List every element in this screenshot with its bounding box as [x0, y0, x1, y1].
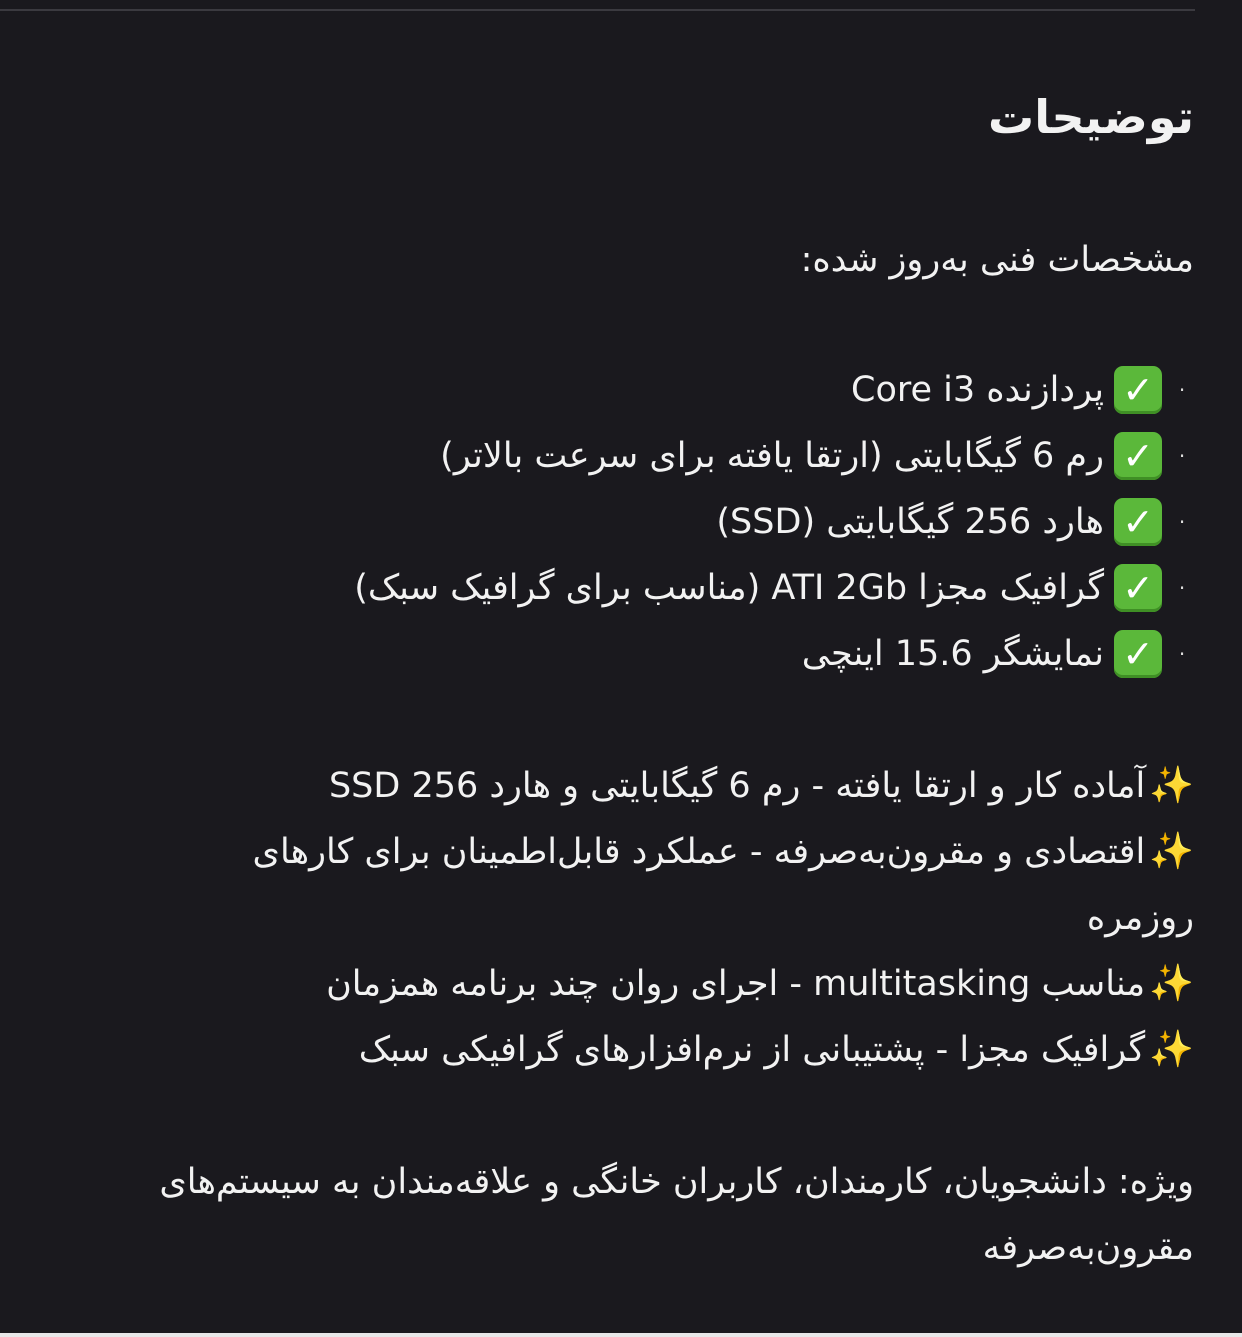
- feature-line: [148, 1017, 1194, 1083]
- spec-text: پردازنده Core i3: [851, 370, 1104, 410]
- target-audience-note: ویژه: دانشجویان، کارمندان، کاربران خانگی و علاقه‌مندان به سیستم‌های مقرون‌به‌صرفه: [159, 1162, 1194, 1268]
- list-item: [148, 555, 1194, 621]
- list-item: [148, 357, 1194, 423]
- feature-line: [148, 753, 1194, 819]
- section-title: توضیحات: [988, 90, 1194, 144]
- features-list: [148, 753, 1194, 1083]
- sparkle-icon: ✨: [1149, 765, 1194, 806]
- check-mark-icon: ✓: [1114, 630, 1162, 678]
- check-mark-icon: ✓: [1114, 366, 1162, 414]
- list-item: [148, 423, 1194, 489]
- spec-text: نمایشگر 15.6 اینچی: [801, 634, 1104, 674]
- sparkle-icon: ✨: [1149, 963, 1194, 1004]
- spec-text: هارد 256 گیگابایتی (SSD): [716, 502, 1104, 542]
- feature-text: اقتصادی و مقرون‌به‌صرفه - عملکرد قابل‌اطمینان برای کارهای روزمره: [252, 832, 1194, 938]
- feature-text: گرافیک مجزا - پشتیبانی از نرم‌افزارهای گرافیکی سبک: [358, 1030, 1146, 1070]
- feature-text: مناسب multitasking - اجرای روان چند برنامه همزمان: [326, 964, 1146, 1004]
- sparkle-icon: ✨: [1149, 1029, 1194, 1070]
- check-mark-icon: ✓: [1114, 498, 1162, 546]
- specs-list: [148, 357, 1194, 687]
- next-section-edge: [0, 1333, 1242, 1337]
- sparkle-icon: ✨: [1149, 831, 1194, 872]
- check-mark-icon: ✓: [1114, 564, 1162, 612]
- check-mark-icon: ✓: [1114, 432, 1162, 480]
- list-item: [148, 621, 1194, 687]
- bullet-icon: ·: [1178, 510, 1186, 534]
- spec-text: رم 6 گیگابایتی (ارتقا یافته برای سرعت بالاتر): [440, 436, 1104, 476]
- divider: [0, 9, 1195, 11]
- bullet-icon: ·: [1178, 378, 1186, 402]
- feature-line: [148, 819, 1194, 951]
- bullet-icon: ·: [1178, 642, 1186, 666]
- list-item: [148, 489, 1194, 555]
- spec-text: گرافیک مجزا ATI 2Gb (مناسب برای گرافیک سبک): [354, 568, 1104, 608]
- specs-subtitle: مشخصات فنی به‌روز شده:: [800, 240, 1194, 280]
- feature-line: [148, 951, 1194, 1017]
- bullet-icon: ·: [1178, 576, 1186, 600]
- bullet-icon: ·: [1178, 444, 1186, 468]
- feature-text: آماده کار و ارتقا یافته - رم 6 گیگابایتی و هارد SSD 256: [328, 766, 1146, 806]
